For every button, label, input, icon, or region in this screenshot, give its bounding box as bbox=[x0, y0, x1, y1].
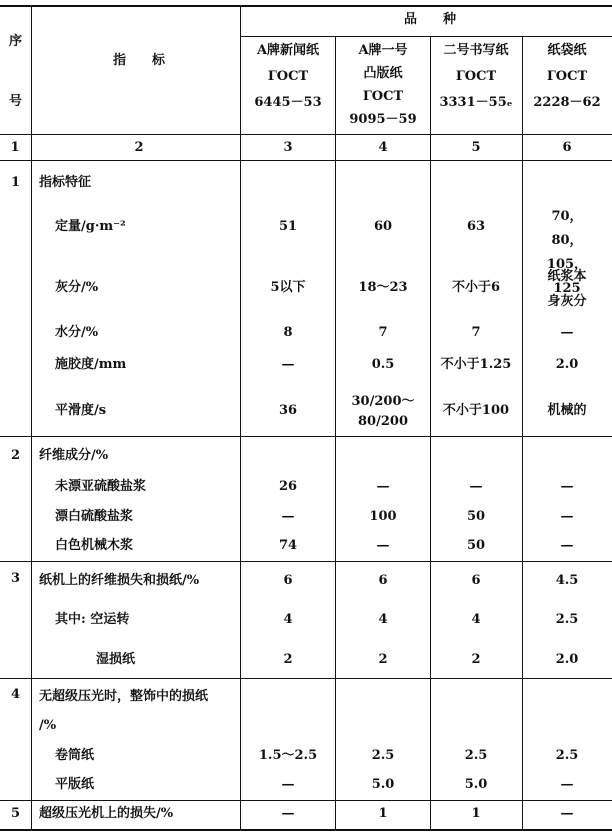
cell-value: — bbox=[281, 357, 295, 372]
cell-value: — bbox=[560, 806, 574, 821]
row-label: 漂白硫酸盐浆 bbox=[55, 509, 134, 524]
colnum-6: 6 bbox=[562, 140, 572, 155]
cell-value: — bbox=[281, 777, 295, 792]
section-number: 3 bbox=[11, 571, 21, 586]
table-bottom-rule bbox=[0, 829, 612, 831]
colnum-4: 4 bbox=[378, 140, 388, 155]
cell-value: 36 bbox=[278, 403, 298, 418]
col4-header-gost: ГОСТ bbox=[362, 89, 404, 104]
cell-value: — bbox=[281, 806, 295, 821]
colnum-bottom-rule bbox=[0, 160, 612, 161]
cell-value-multiline: 30/200～ 80/200 bbox=[351, 394, 415, 429]
col-divider-1 bbox=[31, 5, 32, 831]
row-label: 湿损纸 bbox=[96, 652, 136, 667]
cell-value: 1 bbox=[378, 806, 388, 821]
section2-bottom-rule bbox=[0, 561, 612, 562]
cell-value: 7 bbox=[378, 325, 388, 340]
colnum-2: 2 bbox=[134, 140, 144, 155]
cell-value: 100 bbox=[369, 509, 397, 524]
cell-value: 2.5 bbox=[464, 748, 488, 763]
cell-value: 2.0 bbox=[555, 357, 579, 372]
cell-value: — bbox=[281, 509, 295, 524]
cell-value: 26 bbox=[278, 479, 298, 494]
col5-header-name: 二号书写纸 bbox=[443, 43, 509, 58]
cell-value: 4 bbox=[471, 612, 481, 627]
header-bottom-rule bbox=[0, 134, 612, 135]
cell-value: 5以下 bbox=[270, 280, 306, 295]
colnum-1: 1 bbox=[10, 140, 20, 155]
variety-header-rule bbox=[240, 36, 612, 37]
col3-header-gost: ГОСТ bbox=[267, 69, 309, 84]
cell-value: 2.5 bbox=[555, 748, 579, 763]
cell-value: 63 bbox=[466, 219, 486, 234]
cell-value: 5.0 bbox=[464, 777, 488, 792]
cell-value: 74 bbox=[278, 538, 298, 553]
row-label: 平滑度/s bbox=[55, 403, 107, 418]
row-label: 其中: 空运转 bbox=[55, 612, 130, 627]
cell-value: 2.0 bbox=[555, 652, 579, 667]
col5-header-code: 3331－55ₑ bbox=[439, 95, 513, 110]
cell-value: — bbox=[376, 479, 390, 494]
col-divider-2 bbox=[240, 5, 241, 831]
cell-value: 1.5～2.5 bbox=[258, 748, 318, 763]
col4-header-name2: 凸版纸 bbox=[363, 66, 403, 81]
section4-bottom-rule bbox=[0, 800, 612, 801]
col4-header-code: 9095－59 bbox=[349, 112, 417, 127]
colnum-3: 3 bbox=[283, 140, 293, 155]
col-divider-5 bbox=[522, 36, 523, 831]
seq-header-bottom: 号 bbox=[9, 94, 23, 109]
row-label: 未漂亚硫酸盐浆 bbox=[55, 479, 147, 494]
col-divider-3 bbox=[335, 36, 336, 831]
row-label: 施胶度/mm bbox=[55, 357, 127, 372]
cell-value-multiline: 70，80， 105，125 bbox=[546, 209, 588, 296]
cell-value: 4.5 bbox=[555, 573, 579, 588]
cell-value: — bbox=[560, 479, 574, 494]
cell-value: 6 bbox=[283, 573, 293, 588]
cell-value: 50 bbox=[466, 509, 486, 524]
col-divider-4 bbox=[430, 36, 431, 831]
seq-header-top: 序 bbox=[9, 34, 23, 49]
col6-header-name: 纸袋纸 bbox=[547, 43, 587, 58]
cell-value: 不小于6 bbox=[451, 280, 501, 295]
cell-value-multiline: 纸浆本 身灰分 bbox=[547, 269, 587, 309]
cell-value: 4 bbox=[283, 612, 293, 627]
row-label: 白色机械木浆 bbox=[55, 538, 134, 553]
cell-value: 51 bbox=[278, 219, 298, 234]
row-label: 水分/% bbox=[55, 325, 99, 340]
cell-value: 4 bbox=[378, 612, 388, 627]
row-label: 平版纸 bbox=[55, 777, 95, 792]
cell-value: — bbox=[560, 509, 574, 524]
col5-header-gost: ГОСТ bbox=[455, 69, 497, 84]
section-number: 2 bbox=[11, 448, 21, 463]
row-label: 定量/g·m⁻² bbox=[55, 219, 126, 234]
section-title: 指标特征 bbox=[39, 175, 92, 190]
cell-value: 2.5 bbox=[371, 748, 395, 763]
section-title: 超级压光机上的损失/% bbox=[39, 806, 174, 821]
section-title-continued: /% bbox=[39, 718, 57, 733]
cell-value: 2 bbox=[378, 652, 388, 667]
cell-value: 1 bbox=[471, 806, 481, 821]
row-label: 灰分/% bbox=[55, 280, 99, 295]
cell-value: 5.0 bbox=[371, 777, 395, 792]
cell-value: 机械的 bbox=[547, 403, 587, 418]
section-number: 1 bbox=[11, 175, 21, 190]
cell-value: 不小于100 bbox=[442, 403, 510, 418]
col3-header-name: A牌新闻纸 bbox=[256, 43, 320, 58]
col6-header-code: 2228－62 bbox=[533, 95, 601, 110]
colnum-5: 5 bbox=[471, 140, 481, 155]
cell-value: 2 bbox=[283, 652, 293, 667]
section-title: 无超级压光时，整饰中的损纸 bbox=[39, 689, 209, 704]
section-title: 纸机上的纤维损失和损纸/% bbox=[39, 573, 200, 588]
cell-value: — bbox=[560, 777, 574, 792]
section-number: 5 bbox=[11, 806, 21, 821]
cell-value: 6 bbox=[471, 573, 481, 588]
section-title: 纤维成分/% bbox=[39, 448, 109, 463]
col6-header-gost: ГОСТ bbox=[546, 69, 588, 84]
cell-value: — bbox=[469, 479, 483, 494]
section-number: 4 bbox=[11, 687, 21, 702]
table-top-rule bbox=[0, 5, 612, 7]
cell-value: 不小于1.25 bbox=[440, 357, 512, 372]
cell-value: 0.5 bbox=[371, 357, 395, 372]
indicator-header: 指 标 bbox=[112, 53, 166, 68]
cell-value: 60 bbox=[373, 219, 393, 234]
cell-value: 7 bbox=[471, 325, 481, 340]
cell-value: 50 bbox=[466, 538, 486, 553]
col3-header-code: 6445－53 bbox=[254, 95, 322, 110]
cell-value: 2 bbox=[471, 652, 481, 667]
cell-value: 2.5 bbox=[555, 612, 579, 627]
row-label: 卷筒纸 bbox=[55, 748, 95, 763]
cell-value: 8 bbox=[283, 325, 293, 340]
section3-bottom-rule bbox=[0, 678, 612, 679]
cell-value: 18～23 bbox=[358, 280, 408, 295]
variety-header: 品 种 bbox=[403, 12, 457, 27]
section1-bottom-rule bbox=[0, 436, 612, 437]
cell-value: 6 bbox=[378, 573, 388, 588]
col4-header-name1: A牌一号 bbox=[358, 43, 408, 58]
cell-value: — bbox=[560, 325, 574, 340]
cell-value: — bbox=[560, 538, 574, 553]
cell-value: — bbox=[376, 538, 390, 553]
